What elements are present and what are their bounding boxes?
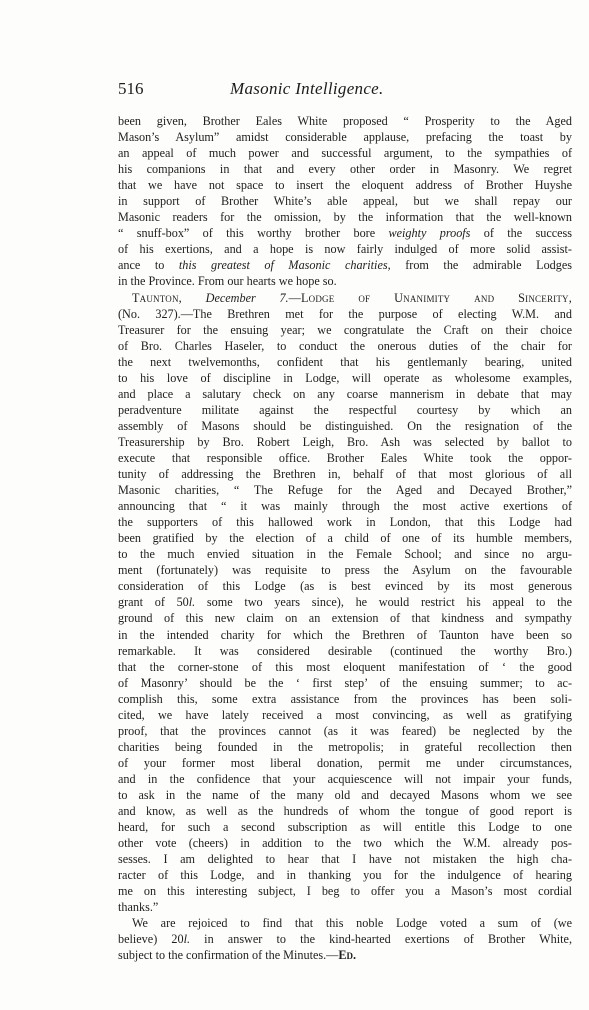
text-fragment: ance to	[118, 258, 165, 273]
text-line: in the intended charity for which the Brethren of Taunton have been so	[118, 627, 572, 642]
text-line: and know, as well as the hundreds of whom the tongue of good report is	[118, 804, 572, 819]
text-line: to ask in the name of the many old and decayed Masons whom we see	[118, 787, 572, 802]
text-fragment: in answer to the kind-hearted exertions of Brother White,	[190, 932, 572, 947]
text-line: Masonic charities, “ The Refuge for the Aged and Decayed Brother,”	[118, 483, 572, 498]
text-line: consideration of this Lodge (as is best evinced by its most generous	[118, 579, 572, 594]
text-line	[118, 931, 572, 947]
text-line: peradventure militate against the respectful courtesy by which an	[118, 402, 572, 417]
text-line: cited, we have lately received a most convincing, as well as gratifying	[118, 707, 572, 722]
text-line	[118, 594, 572, 610]
text-line: been gratified by the election of a child of one of its humble members,	[118, 531, 572, 546]
place-heading: Taunton,	[132, 290, 182, 305]
text-line: sesses. I am delighted to hear that I have not mistaken the high cha-	[118, 852, 572, 867]
text-line: Mason’s Asylum” amidst considerable applause, prefacing the toast by	[118, 130, 572, 145]
text-line: announcing that “ it was mainly through the most active exertions of	[118, 499, 572, 514]
text-line: complish this, some extra assistance from the provinces has been soli-	[118, 691, 572, 706]
text-line: execute that responsible office. Brother Eales White took the oppor-	[118, 450, 572, 465]
text-line: me on this interesting subject, I beg to offer you a Mason’s most cordial	[118, 884, 572, 899]
text-line: (No. 327).—The Brethren met for the purpose of electing W.M. and	[118, 306, 572, 321]
text-line: other vote (cheers) in addition to the two which the W.M. already pos-	[118, 836, 572, 851]
text-line: that the corner-stone of this most eloquent manifestation of ‘ the good	[118, 659, 572, 674]
text-line: the supporters of this hallowed work in London, that this Lodge had	[118, 515, 572, 530]
text-line: been given, Brother Eales White proposed “ Prosperity to the Aged	[118, 114, 572, 128]
text-fragment: grant of 50	[118, 595, 189, 610]
text-fragment: some two years since), he would restrict his appeal to the	[195, 595, 572, 610]
text-fragment: subject to the confirmation of the Minutes.—	[118, 948, 339, 963]
text-line	[118, 290, 572, 306]
running-head	[118, 79, 572, 101]
text-line: charities being founded in the metropolis; in grateful recollection then	[118, 739, 572, 754]
text-line: thanks.”	[118, 900, 159, 915]
text-line: Masonic readers for the omission, by the information that the well-known	[118, 210, 572, 225]
paragraph-2	[118, 290, 572, 916]
date-heading: December 7.	[205, 290, 289, 305]
text-line: Treasurership by Bro. Robert Leigh, Bro. Ash was selected by ballot to	[118, 434, 572, 449]
text-fragment: “ snuff-box” of this worthy brother bore	[118, 226, 376, 241]
lodge-heading: —Lodge of Unanimity and Sincerity,	[288, 290, 573, 305]
text-line: racter of this Lodge, and in thanking you for the indulgence of hearing	[118, 868, 572, 883]
text-line: the next twelvemonths, confident that his gentlemanly bearing, united	[118, 354, 572, 369]
pound-sign: l.	[188, 595, 196, 610]
text-line: heard, for such a second subscription as will entitle this Lodge to one	[118, 820, 572, 835]
italic-phrase: this greatest of Masonic charities,	[178, 258, 391, 273]
text-line: remarkable. It was considered desirable (continued the worthy Bro.)	[118, 643, 572, 658]
text-line	[118, 257, 572, 273]
page-number: 516	[118, 79, 144, 98]
text-line	[118, 225, 572, 241]
text-line: assembly of Masons should be distinguished. On the resignation of the	[118, 418, 572, 433]
text-line: to the much envied situation in the Female School; and since no argu-	[118, 547, 572, 562]
text-line: in support of Brother White’s able appeal, but we shall repay our	[118, 194, 572, 209]
text-line	[118, 947, 572, 963]
text-line: ground of this new claim on an extension of that kindness and sympathy	[118, 611, 572, 626]
text-line: of Bro. Charles Haseler, to conduct the onerous duties of the chair for	[118, 338, 572, 353]
text-line: in the Province. From our hearts we hope so.	[118, 274, 337, 289]
text-line: ment (fortunately) was requisite to press the Asylum on the favourable	[118, 563, 572, 578]
text-fragment: of the success	[470, 226, 573, 241]
text-line: of his exertions, and a hope is now fairly indulged of more solid assist-	[118, 242, 572, 257]
text-line: an appeal of much power and successful argument, to the sympathies of	[118, 146, 572, 161]
text-fragment: from the admirable Lodges	[390, 258, 573, 273]
text-line: of Masonry’ should be the ‘ first step’ of the ensuing summer; to ac-	[118, 675, 572, 690]
text-fragment: believe) 20	[118, 932, 184, 947]
pound-sign: l.	[183, 932, 191, 947]
running-title: Masonic Intelligence.	[230, 79, 384, 98]
text-line: of your former most liberal donation, permit me under circumstances,	[118, 755, 572, 770]
text-line: and in the confidence that your acquiescence will not impair your funds,	[118, 771, 572, 786]
paragraph-3	[118, 915, 572, 963]
text-line: to his love of discipline in Lodge, will operate as wholesome examples,	[118, 370, 572, 385]
text-line: that we have not space to insert the eloquent address of Brother Huyshe	[118, 178, 572, 193]
text-line: and place a salutary check on any coarse mannerism in debate that may	[118, 386, 572, 401]
paragraph-1	[118, 113, 572, 290]
italic-phrase: weighty proofs	[388, 226, 471, 241]
text-line: his companions in that and every other order in Masonry. We regret	[118, 162, 572, 177]
text-line: We are rejoiced to find that this noble Lodge voted a sum of (we	[132, 916, 572, 931]
text-line: proof, that the provinces cannot (as it was feared) be neglected by the	[118, 723, 572, 738]
text-line: Treasurer for the ensuing year; we congratulate the Craft on their choice	[118, 322, 572, 337]
text-line: tunity of addressing the Brethren in, behalf of that most glorious of all	[118, 467, 572, 482]
article-body	[118, 113, 572, 963]
editor-signature: Ed.	[338, 948, 357, 963]
